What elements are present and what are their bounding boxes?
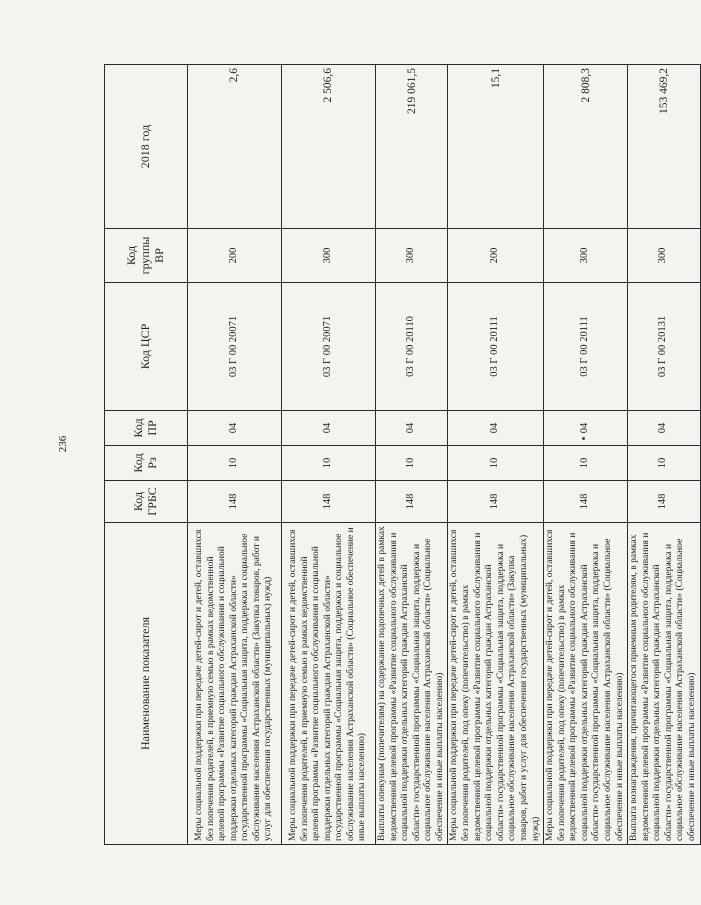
header-rz: Код Рз <box>105 446 188 481</box>
row-pr: 04 <box>628 411 700 446</box>
row-csr: 03 Г 00 20071 <box>282 283 376 411</box>
row-vr: 300 <box>282 229 376 283</box>
row-name: Меры социальной поддержки при передаче детей-сирот и детей, оставшихся без попечения родителей, под опеку (попечительство) в рамках ведомственной целевой программы «Развитие социального обслуживания и социальной поддержки отдельных категорий граждан Астраханской области» государственной программы «Социальная защита, поддержка и социальное обслуживание населения Астраханской области» (Социальное обеспечение и иные выплаты населению) <box>544 523 628 845</box>
table-row <box>188 65 282 845</box>
row-rz: 10 <box>448 446 544 481</box>
row-pr: 04 <box>282 411 376 446</box>
row-rz: 10 <box>544 446 628 481</box>
rotated-table-container <box>104 65 698 845</box>
row-pr: 04 <box>188 411 282 446</box>
row-rz: 10 <box>628 446 700 481</box>
row-vr: 300 <box>544 229 628 283</box>
header-csr: Код ЦСР <box>105 283 188 411</box>
row-grbs: 148 <box>544 481 628 523</box>
row-name: Меры социальной поддержки при передаче детей-сирот и детей, оставшихся без попечения родителей, в приемную семью в рамках ведомственной целевой программы «Развитие социального обслуживания и социальной поддержки отдельных категорий граждан Астраханской области» государственной программы «Социальная защита, поддержка и социальное обслуживание населения Астраханской области» (Закупка товаров, работ и услуг для обеспечения государственных (муниципальных) нужд) <box>188 523 282 845</box>
row-vr: 300 <box>628 229 700 283</box>
row-name: Меры социальной поддержки при передаче детей-сирот и детей, оставшихся без попечения родителей, в приемную семью в рамках ведомственной целевой программы «Развитие социального обслуживания и социальной поддержки отдельных категорий граждан Астраханской области» государственной программы «Социальная защита, поддержка и социальное обслуживание населения Астраханской области» (Социальное обеспечение и иные выплаты населению) <box>282 523 376 845</box>
row-csr: 03 Г 00 20111 <box>448 283 544 411</box>
row-csr: 03 Г 00 20131 <box>628 283 700 411</box>
row-value: 2,6 <box>188 65 282 229</box>
budget-table <box>104 64 701 845</box>
row-rz: 10 <box>376 446 448 481</box>
row-vr: 200 <box>188 229 282 283</box>
table-row <box>448 65 544 845</box>
row-pr: 04 <box>376 411 448 446</box>
header-name: Наименование показателя <box>105 523 188 845</box>
row-pr: 04 <box>448 411 544 446</box>
header-year: 2018 год <box>105 65 188 229</box>
table-row <box>376 65 448 845</box>
row-rz: 10 <box>188 446 282 481</box>
row-vr: 200 <box>448 229 544 283</box>
row-value: 15,1 <box>448 65 544 229</box>
table-header-row <box>105 65 188 845</box>
row-name: Выплаты опекунам (попечителям) на содержание подопечных детей в рамках ведомственной целевой программы «Развитие социального обслуживания и социальной поддержки отдельных категорий граждан Астраханской области» государственной программы «Социальная защита, поддержка и социальное обслуживание населения Астраханской области» (Социальное обеспечение и иные выплаты населению) <box>376 523 448 845</box>
header-pr: Код ПР <box>105 411 188 446</box>
row-grbs: 148 <box>448 481 544 523</box>
row-grbs: 148 <box>282 481 376 523</box>
row-vr: 300 <box>376 229 448 283</box>
row-name: Выплата вознаграждения, причитающегося приемным родителям, в рамках ведомственной целевой программы «Развитие социального обслуживания и социальной поддержки отдельных категорий граждан Астраханской области» государственной программы «Социальная защита, поддержка и социальное обслуживание населения Астраханской области» (Социальное обеспечение и иные выплаты населению) <box>628 523 700 845</box>
row-grbs: 148 <box>376 481 448 523</box>
row-csr: 03 Г 00 20071 <box>188 283 282 411</box>
row-value: 2 506,6 <box>282 65 376 229</box>
row-pr: 04 <box>544 411 628 446</box>
row-value: 2 808,3 <box>544 65 628 229</box>
row-csr: 03 Г 00 20110 <box>376 283 448 411</box>
row-grbs: 148 <box>628 481 700 523</box>
row-value: 153 469,2 <box>628 65 700 229</box>
row-rz: 10 <box>282 446 376 481</box>
header-vr: Код группы ВР <box>105 229 188 283</box>
page-number: 236 <box>57 435 69 453</box>
table-row <box>544 65 628 845</box>
row-value: 219 061,5 <box>376 65 448 229</box>
row-grbs: 148 <box>188 481 282 523</box>
header-grbs: Код ГРБС <box>105 481 188 523</box>
row-csr: 03 Г 00 20111 <box>544 283 628 411</box>
table-row <box>282 65 376 845</box>
table-row <box>628 65 700 845</box>
row-name: Меры социальной поддержки при передаче детей-сирот и детей, оставшихся без попечения родителей, под опеку (попечительство) в рамках ведомственной целевой программы «Развитие социального обслуживания и социальной поддержки отдельных категорий граждан Астраханской области» государственной программы «Социальная защита, поддержка и социальное обслуживание населения Астраханской области» (Закупка товаров, работ и услуг для обеспечения государственных (муниципальных) нужд) <box>448 523 544 845</box>
